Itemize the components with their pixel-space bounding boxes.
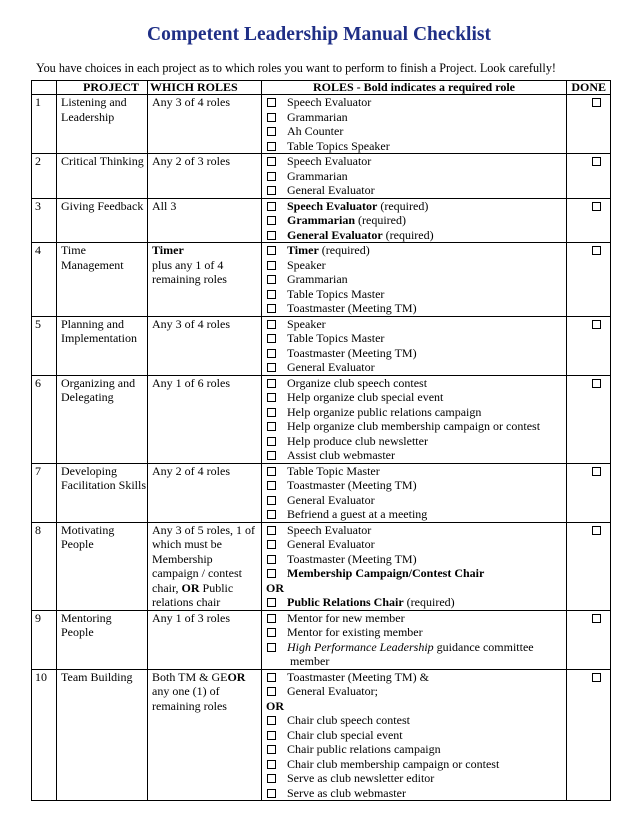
role-checkbox[interactable] xyxy=(267,334,276,343)
role-label xyxy=(287,728,403,743)
role-label xyxy=(287,742,441,757)
table-row xyxy=(32,243,611,317)
role-checkbox[interactable] xyxy=(267,774,276,783)
role-item xyxy=(266,566,566,581)
role-text: Membership Campaign/Contest Chair xyxy=(287,566,485,580)
role-text: Table Topic Master xyxy=(287,463,380,478)
roles-cell xyxy=(262,316,567,375)
done-checkbox[interactable] xyxy=(592,614,601,623)
role-label xyxy=(287,611,405,626)
role-item xyxy=(266,405,566,420)
role-item xyxy=(266,228,566,243)
role-label xyxy=(287,287,384,302)
role-text: General Evaluator; xyxy=(287,684,378,698)
role-text: Speech Evaluator xyxy=(287,198,378,213)
done-cell xyxy=(567,316,611,375)
role-item xyxy=(266,684,566,699)
role-checkbox[interactable] xyxy=(267,186,276,195)
role-checkbox[interactable] xyxy=(267,98,276,107)
checklist-table xyxy=(31,80,611,801)
role-checkbox[interactable] xyxy=(267,290,276,299)
role-label xyxy=(287,390,443,405)
role-text: General Evaluator xyxy=(287,360,375,374)
role-text: Toastmaster (Meeting TM) xyxy=(287,345,417,360)
table-row xyxy=(32,463,611,522)
role-checkbox[interactable] xyxy=(267,510,276,519)
project-name: Giving Feedback xyxy=(57,198,148,243)
project-name: Motivating People xyxy=(57,522,148,610)
which-roles-text: All 3 xyxy=(152,198,177,213)
role-text: Chair club speech contest xyxy=(287,713,410,727)
which-roles-cell xyxy=(148,375,262,463)
role-item xyxy=(266,771,566,786)
which-roles-cell xyxy=(148,316,262,375)
done-checkbox[interactable] xyxy=(592,467,601,476)
roles-cell xyxy=(262,610,567,669)
role-label xyxy=(287,183,375,198)
role-label xyxy=(287,139,390,154)
project-name: Developing Facilitation Skills xyxy=(57,463,148,522)
role-checkbox[interactable] xyxy=(267,216,276,225)
role-checkbox[interactable] xyxy=(267,113,276,122)
role-checkbox[interactable] xyxy=(267,393,276,402)
role-label xyxy=(287,405,481,420)
role-item xyxy=(266,287,566,302)
table-row xyxy=(32,198,611,243)
role-label xyxy=(287,317,326,332)
project-name: Listening and Leadership xyxy=(57,95,148,154)
role-checkbox[interactable] xyxy=(267,760,276,769)
table-row xyxy=(32,522,611,610)
role-text: General Evaluator xyxy=(287,537,375,551)
role-item xyxy=(266,301,566,316)
done-checkbox[interactable] xyxy=(592,157,601,166)
which-roles-text: Any 1 of 3 roles xyxy=(152,610,230,625)
done-checkbox[interactable] xyxy=(592,202,601,211)
project-number: 9 xyxy=(32,610,57,669)
header-roles: ROLES - Bold indicates a required role xyxy=(262,81,567,95)
project-number: 3 xyxy=(32,198,57,243)
role-label xyxy=(287,169,348,184)
role-item xyxy=(266,272,566,287)
role-text: Help organize public relations campaign xyxy=(287,404,482,419)
role-item xyxy=(266,464,566,479)
which-roles-cell xyxy=(148,243,262,317)
role-label xyxy=(287,595,455,610)
role-text: Timer xyxy=(287,243,319,257)
roles-cell xyxy=(262,198,567,243)
which-roles-text: plus any 1 of 4 remaining roles xyxy=(152,257,227,286)
role-label xyxy=(287,243,370,258)
role-text: Ah Counter xyxy=(287,124,344,138)
project-number: 7 xyxy=(32,463,57,522)
role-label xyxy=(287,228,434,243)
roles-cell xyxy=(262,522,567,610)
role-text: (required) xyxy=(318,243,370,257)
role-label xyxy=(287,713,410,728)
which-roles-cell xyxy=(148,610,262,669)
done-cell xyxy=(567,669,611,801)
header-num xyxy=(32,81,57,95)
page-title: Competent Leadership Manual Checklist xyxy=(147,24,491,45)
role-label xyxy=(287,360,375,375)
which-roles-cell xyxy=(148,95,262,154)
role-text: Public Relations Chair xyxy=(287,595,404,609)
project-name: Mentoring People xyxy=(57,610,148,669)
roles-cell xyxy=(262,95,567,154)
role-label xyxy=(287,493,375,508)
role-label xyxy=(287,566,484,581)
project-number: 2 xyxy=(32,154,57,199)
project-number: 5 xyxy=(32,316,57,375)
role-text: Help produce club newsletter xyxy=(287,433,428,448)
done-cell xyxy=(567,95,611,154)
role-item xyxy=(266,507,566,522)
role-item xyxy=(266,331,566,346)
role-item xyxy=(266,611,566,626)
role-checkbox[interactable] xyxy=(267,614,276,623)
role-checkbox[interactable] xyxy=(267,540,276,549)
table-row xyxy=(32,375,611,463)
role-label xyxy=(287,625,423,640)
roles-cell xyxy=(262,243,567,317)
role-label xyxy=(287,154,371,169)
role-item xyxy=(266,169,566,184)
role-item xyxy=(266,346,566,361)
role-checkbox[interactable] xyxy=(267,673,276,682)
role-label xyxy=(287,552,417,567)
done-cell xyxy=(567,522,611,610)
table-row xyxy=(32,669,611,801)
role-checkbox[interactable] xyxy=(267,320,276,329)
which-roles-text: Any 2 of 3 roles xyxy=(152,154,230,168)
role-item xyxy=(266,360,566,375)
role-item xyxy=(266,258,566,273)
role-checkbox[interactable] xyxy=(267,569,276,578)
role-label xyxy=(287,507,427,522)
done-checkbox[interactable] xyxy=(592,98,601,107)
role-checkbox[interactable] xyxy=(267,246,276,255)
role-text: Toastmaster (Meeting TM) xyxy=(287,551,417,566)
role-item xyxy=(266,640,566,655)
table-row xyxy=(32,154,611,199)
role-item xyxy=(266,199,566,214)
role-checkbox[interactable] xyxy=(267,789,276,798)
role-text: Table Topics Speaker xyxy=(287,138,390,153)
role-item xyxy=(266,243,566,258)
which-roles-cell xyxy=(148,669,262,801)
role-item xyxy=(266,213,566,228)
role-checkbox[interactable] xyxy=(267,379,276,388)
role-checkbox[interactable] xyxy=(267,275,276,284)
role-text: (required) xyxy=(382,227,434,242)
role-text: Help organize club special event xyxy=(287,390,444,404)
header-which-roles: WHICH ROLES xyxy=(148,81,262,95)
role-item xyxy=(266,523,566,538)
role-text: Befriend a guest at a meeting xyxy=(287,507,428,521)
role-item xyxy=(266,154,566,169)
role-checkbox[interactable] xyxy=(267,231,276,240)
which-roles-cell xyxy=(148,198,262,243)
header-done: DONE xyxy=(567,81,611,95)
role-text: Speaker xyxy=(287,257,326,272)
project-name: Team Building xyxy=(57,669,148,801)
role-item xyxy=(266,390,566,405)
role-label xyxy=(287,448,395,463)
role-item xyxy=(266,317,566,332)
done-checkbox[interactable] xyxy=(592,673,601,682)
role-item xyxy=(266,728,566,743)
role-label xyxy=(287,670,429,685)
role-label xyxy=(287,419,540,434)
project-number: 1 xyxy=(32,95,57,154)
done-cell xyxy=(567,463,611,522)
role-checkbox[interactable] xyxy=(267,745,276,754)
role-text: Chair club special event xyxy=(287,727,403,742)
role-label xyxy=(287,331,384,346)
role-checkbox[interactable] xyxy=(267,142,276,151)
role-text: Grammarian xyxy=(287,168,348,183)
role-label xyxy=(287,110,348,125)
role-text: General Evaluator xyxy=(287,492,375,507)
or-separator: OR xyxy=(266,698,284,713)
role-text: (required) xyxy=(403,595,455,609)
which-roles-cell xyxy=(148,522,262,610)
role-label xyxy=(287,434,428,449)
role-checkbox[interactable] xyxy=(267,202,276,211)
role-item xyxy=(266,139,566,154)
role-item xyxy=(266,625,566,640)
role-text: guidance committee xyxy=(433,639,534,654)
role-label xyxy=(287,786,406,801)
role-text: (required) xyxy=(355,213,406,227)
role-label xyxy=(287,640,534,655)
role-label xyxy=(287,258,326,273)
roles-cell xyxy=(262,375,567,463)
role-checkbox[interactable] xyxy=(267,422,276,431)
role-checkbox[interactable] xyxy=(267,127,276,136)
project-number: 4 xyxy=(32,243,57,317)
role-item xyxy=(266,713,566,728)
which-roles-text: OR xyxy=(227,669,246,684)
role-text: Toastmaster (Meeting TM) xyxy=(287,301,417,315)
role-checkbox[interactable] xyxy=(267,496,276,505)
done-cell xyxy=(567,375,611,463)
which-roles-text: Both TM & GE xyxy=(152,669,228,684)
role-checkbox[interactable] xyxy=(267,643,276,652)
role-item xyxy=(266,670,566,685)
project-number: 8 xyxy=(32,522,57,610)
role-text: Table Topics Master xyxy=(287,286,385,301)
role-text: Mentor for existing member xyxy=(287,625,423,639)
which-roles-text: Any 3 of 4 roles xyxy=(152,95,230,109)
header-project: PROJECT xyxy=(57,81,148,95)
role-checkbox[interactable] xyxy=(267,304,276,313)
role-checkbox[interactable] xyxy=(267,437,276,446)
which-roles-cell xyxy=(148,463,262,522)
done-checkbox[interactable] xyxy=(592,526,601,535)
role-label xyxy=(287,95,371,110)
done-checkbox[interactable] xyxy=(592,379,601,388)
role-label xyxy=(287,213,406,228)
role-checkbox[interactable] xyxy=(267,526,276,535)
role-label xyxy=(287,478,417,493)
project-number: 10 xyxy=(32,669,57,801)
project-name: Time Management xyxy=(57,243,148,317)
role-item xyxy=(266,183,566,198)
role-text: Speech Evaluator xyxy=(287,522,372,537)
role-label xyxy=(287,537,375,552)
role-label xyxy=(287,757,499,772)
role-item xyxy=(266,757,566,772)
project-name: Organizing and Delegating xyxy=(57,375,148,463)
role-checkbox[interactable] xyxy=(267,157,276,166)
done-checkbox[interactable] xyxy=(592,246,601,255)
role-label xyxy=(287,523,371,538)
role-text: Assist club webmaster xyxy=(287,448,395,462)
which-roles-cell xyxy=(148,154,262,199)
which-roles-text: Timer xyxy=(152,243,184,257)
role-text: Speech Evaluator xyxy=(287,154,372,168)
role-checkbox[interactable] xyxy=(267,363,276,372)
intro-text: You have choices in each project as to which roles you want to perform to finish a Project. Look carefully! xyxy=(36,61,556,75)
which-roles-text: any one (1) of remaining roles xyxy=(152,684,227,713)
role-label xyxy=(287,771,434,786)
role-checkbox[interactable] xyxy=(267,261,276,270)
which-roles-text: Any 1 of 6 roles xyxy=(152,375,230,390)
role-label xyxy=(287,272,348,287)
header-row xyxy=(32,81,611,95)
role-item xyxy=(266,786,566,801)
role-checkbox[interactable] xyxy=(267,467,276,476)
role-label xyxy=(287,684,378,699)
role-checkbox[interactable] xyxy=(267,687,276,696)
role-checkbox[interactable] xyxy=(267,731,276,740)
roles-cell xyxy=(262,463,567,522)
role-item xyxy=(266,95,566,110)
role-text: (required) xyxy=(377,198,429,213)
project-number: 6 xyxy=(32,375,57,463)
role-continuation: member xyxy=(290,654,330,668)
role-checkbox[interactable] xyxy=(267,408,276,417)
role-text: Toastmaster (Meeting TM) xyxy=(287,478,417,492)
role-item xyxy=(266,110,566,125)
role-text: High Performance Leadership xyxy=(287,639,434,654)
role-text: Mentor for new member xyxy=(287,610,405,625)
role-item xyxy=(266,434,566,449)
done-cell xyxy=(567,243,611,317)
project-name: Critical Thinking xyxy=(57,154,148,199)
role-item xyxy=(266,376,566,391)
done-cell xyxy=(567,198,611,243)
which-roles-text: Any 3 of 4 roles xyxy=(152,316,230,331)
role-text: Table Topics Master xyxy=(287,331,385,345)
role-checkbox[interactable] xyxy=(267,451,276,460)
role-checkbox[interactable] xyxy=(267,555,276,564)
table-row xyxy=(32,95,611,154)
which-roles-text: OR xyxy=(181,580,200,595)
role-item xyxy=(266,552,566,567)
role-item xyxy=(266,493,566,508)
role-text: Speaker xyxy=(287,316,326,331)
role-text: Grammarian xyxy=(287,109,348,124)
role-item xyxy=(266,448,566,463)
role-item xyxy=(266,595,566,610)
role-label xyxy=(287,199,428,214)
role-checkbox[interactable] xyxy=(267,628,276,637)
role-text: Grammarian xyxy=(287,272,348,286)
done-checkbox[interactable] xyxy=(592,320,601,329)
table-row xyxy=(32,610,611,669)
role-text: Chair public relations campaign xyxy=(287,742,441,756)
role-text: Serve as club webmaster xyxy=(287,785,406,800)
which-roles-text: Any 3 of 5 roles, 1 of which must be Membership campaign / contest chair, xyxy=(152,522,255,595)
or-separator: OR xyxy=(266,580,284,595)
role-text: Chair club membership campaign or contest xyxy=(287,756,500,771)
role-item xyxy=(266,419,566,434)
done-cell xyxy=(567,610,611,669)
role-item xyxy=(266,124,566,139)
table-row xyxy=(32,316,611,375)
project-name: Planning and Implementation xyxy=(57,316,148,375)
role-text: Serve as club newsletter editor xyxy=(287,771,435,785)
role-text: General Evaluator xyxy=(287,227,383,242)
role-text: Toastmaster (Meeting TM) & xyxy=(287,669,429,684)
role-label xyxy=(287,346,417,361)
role-label xyxy=(287,464,380,479)
done-cell xyxy=(567,154,611,199)
role-checkbox[interactable] xyxy=(267,349,276,358)
role-checkbox[interactable] xyxy=(267,598,276,607)
role-checkbox[interactable] xyxy=(267,716,276,725)
role-item xyxy=(266,478,566,493)
role-label xyxy=(287,301,417,316)
role-label xyxy=(287,124,343,139)
roles-cell xyxy=(262,154,567,199)
role-label xyxy=(287,376,427,391)
which-roles-text: Any 2 of 4 roles xyxy=(152,463,230,478)
role-text: Grammarian xyxy=(287,213,355,227)
role-checkbox[interactable] xyxy=(267,172,276,181)
role-text: Organize club speech contest xyxy=(287,375,428,390)
role-item xyxy=(266,742,566,757)
role-item xyxy=(266,537,566,552)
which-roles-text: Public relations chair xyxy=(152,580,234,609)
role-checkbox[interactable] xyxy=(267,481,276,490)
role-text: General Evaluator xyxy=(287,183,375,197)
role-text: Help organize club membership campaign or contest xyxy=(287,419,541,433)
roles-cell xyxy=(262,669,567,801)
role-text: Speech Evaluator xyxy=(287,95,372,109)
